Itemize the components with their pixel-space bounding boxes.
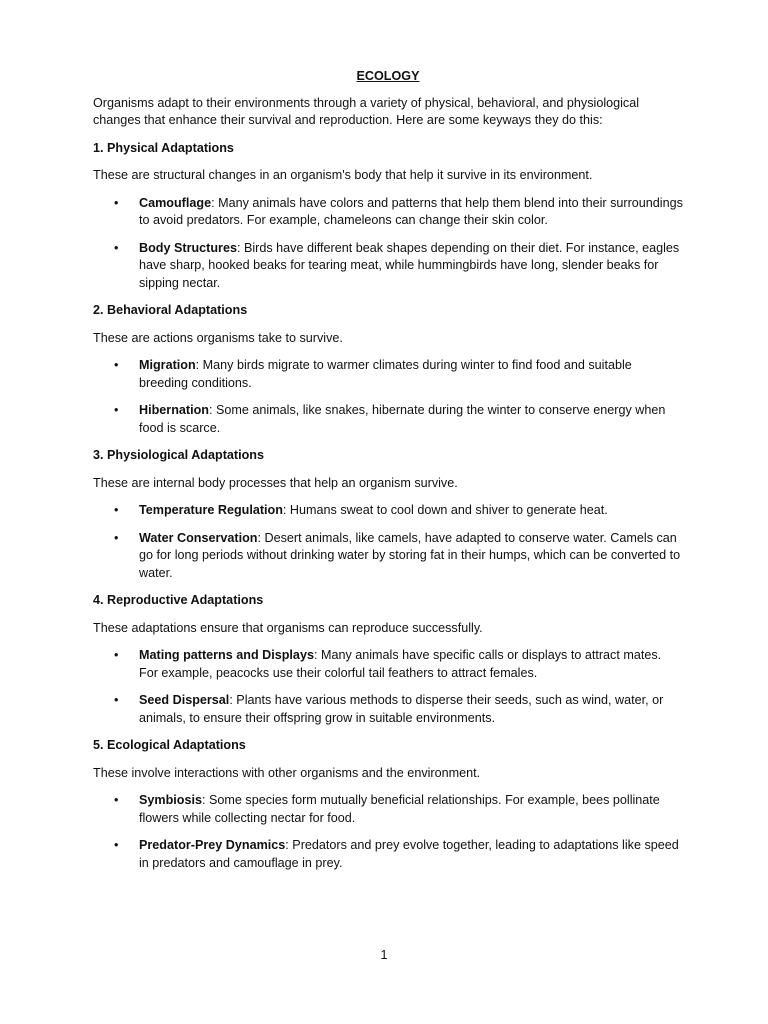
bullet-list [93,195,683,293]
list-item [93,647,683,682]
section-5 [93,737,683,872]
item-term: Symbiosis [139,793,202,807]
item-text: : Many animals have colors and patterns that help them blend into their surroundings to avoid predators. For example, chameleons can change their skin color. [139,195,683,227]
section-2 [93,302,683,437]
bullet-icon: • [114,793,119,807]
bullet-icon: • [114,503,119,517]
item-text: : Birds have different beak shapes depending on their diet. For instance, eagles have sharp, hooked beaks for tearing meat, while hummingbirds have long, slender beaks for sipping nectar. [139,240,680,290]
bullet-list [93,647,683,727]
item-term: Water Conservation [139,530,258,545]
item-text: : Many animals have specific calls or displays to attract mates. For example, peacocks use their colorful tail feathers to attract females. [139,648,662,680]
item-term: Predator-Prey Dynamics [139,838,286,852]
bullet-icon: • [114,530,119,545]
list-item [93,502,683,520]
section-heading: 3. Physiological Adaptations [93,448,264,462]
list-item [93,240,683,293]
bullet-icon: • [114,358,119,372]
section-description: These adaptations ensure that organisms can reproduce successfully. [93,620,483,635]
list-item [93,792,683,827]
list-item [93,195,683,230]
list-item [93,357,683,392]
list-item [93,837,683,872]
item-text: : Humans sweat to cool down and shiver to generate heat. [282,503,608,517]
item-term: Body Structures [139,240,237,255]
bullet-list [93,502,683,582]
bullet-icon: • [114,648,119,662]
document-body [93,68,683,882]
list-item [93,402,683,437]
bullet-list [93,792,683,872]
item-text: : Some animals, like snakes, hibernate during the winter to conserve energy when food is scarce. [139,403,666,435]
intro-paragraph: Organisms adapt to their environments through a variety of physical, behavioral, and physiological changes that enhance their survival and reproduction. Here are some keyways they do this: [93,95,640,127]
item-text: : Some species form mutually beneficial relationships. For example, bees pollinate flowers while collecting nectar for food. [139,793,660,825]
item-text: : Many birds migrate to warmer climates during winter to find food and suitable breeding conditions. [139,358,632,390]
item-term: Hibernation [139,403,209,417]
bullet-icon: • [114,693,119,707]
bullet-icon: • [114,240,119,255]
page-number: 1 [380,948,388,962]
section-description: These are internal body processes that help an organism survive. [93,475,458,490]
bullet-icon: • [114,403,119,417]
section-heading: 1. Physical Adaptations [93,140,234,155]
item-text: : Desert animals, like camels, have adapted to conserve water. Camels can go for long periods without drinking water by storing fat in their humps, which can be converted to water. [139,530,681,580]
document-title: ECOLOGY [356,69,420,83]
bullet-list [93,357,683,437]
item-text: : Plants have various methods to disperse their seeds, such as wind, water, or animals, to ensure their offspring grow in suitable environments. [139,693,664,725]
item-term: Mating patterns and Displays [139,648,314,662]
item-term: Temperature Regulation [139,503,283,517]
section-heading: 2. Behavioral Adaptations [93,303,248,317]
item-term: Migration [139,358,196,372]
section-description: These involve interactions with other organisms and the environment. [93,765,481,780]
bullet-icon: • [114,838,119,852]
section-description: These are structural changes in an organism's body that help it survive in its environment. [93,168,593,182]
item-term: Camouflage [139,195,212,210]
section-1 [93,140,683,293]
list-item [93,530,683,583]
list-item [93,692,683,727]
item-term: Seed Dispersal [139,693,230,707]
section-heading: 5. Ecological Adaptations [93,738,246,752]
section-3 [93,447,683,582]
section-4 [93,592,683,727]
section-description: These are actions organisms take to survive. [93,330,343,345]
item-text: : Predators and prey evolve together, leading to adaptations like speed in predators and camouflage in prey. [139,838,679,870]
section-heading: 4. Reproductive Adaptations [93,593,264,607]
bullet-icon: • [114,195,119,210]
